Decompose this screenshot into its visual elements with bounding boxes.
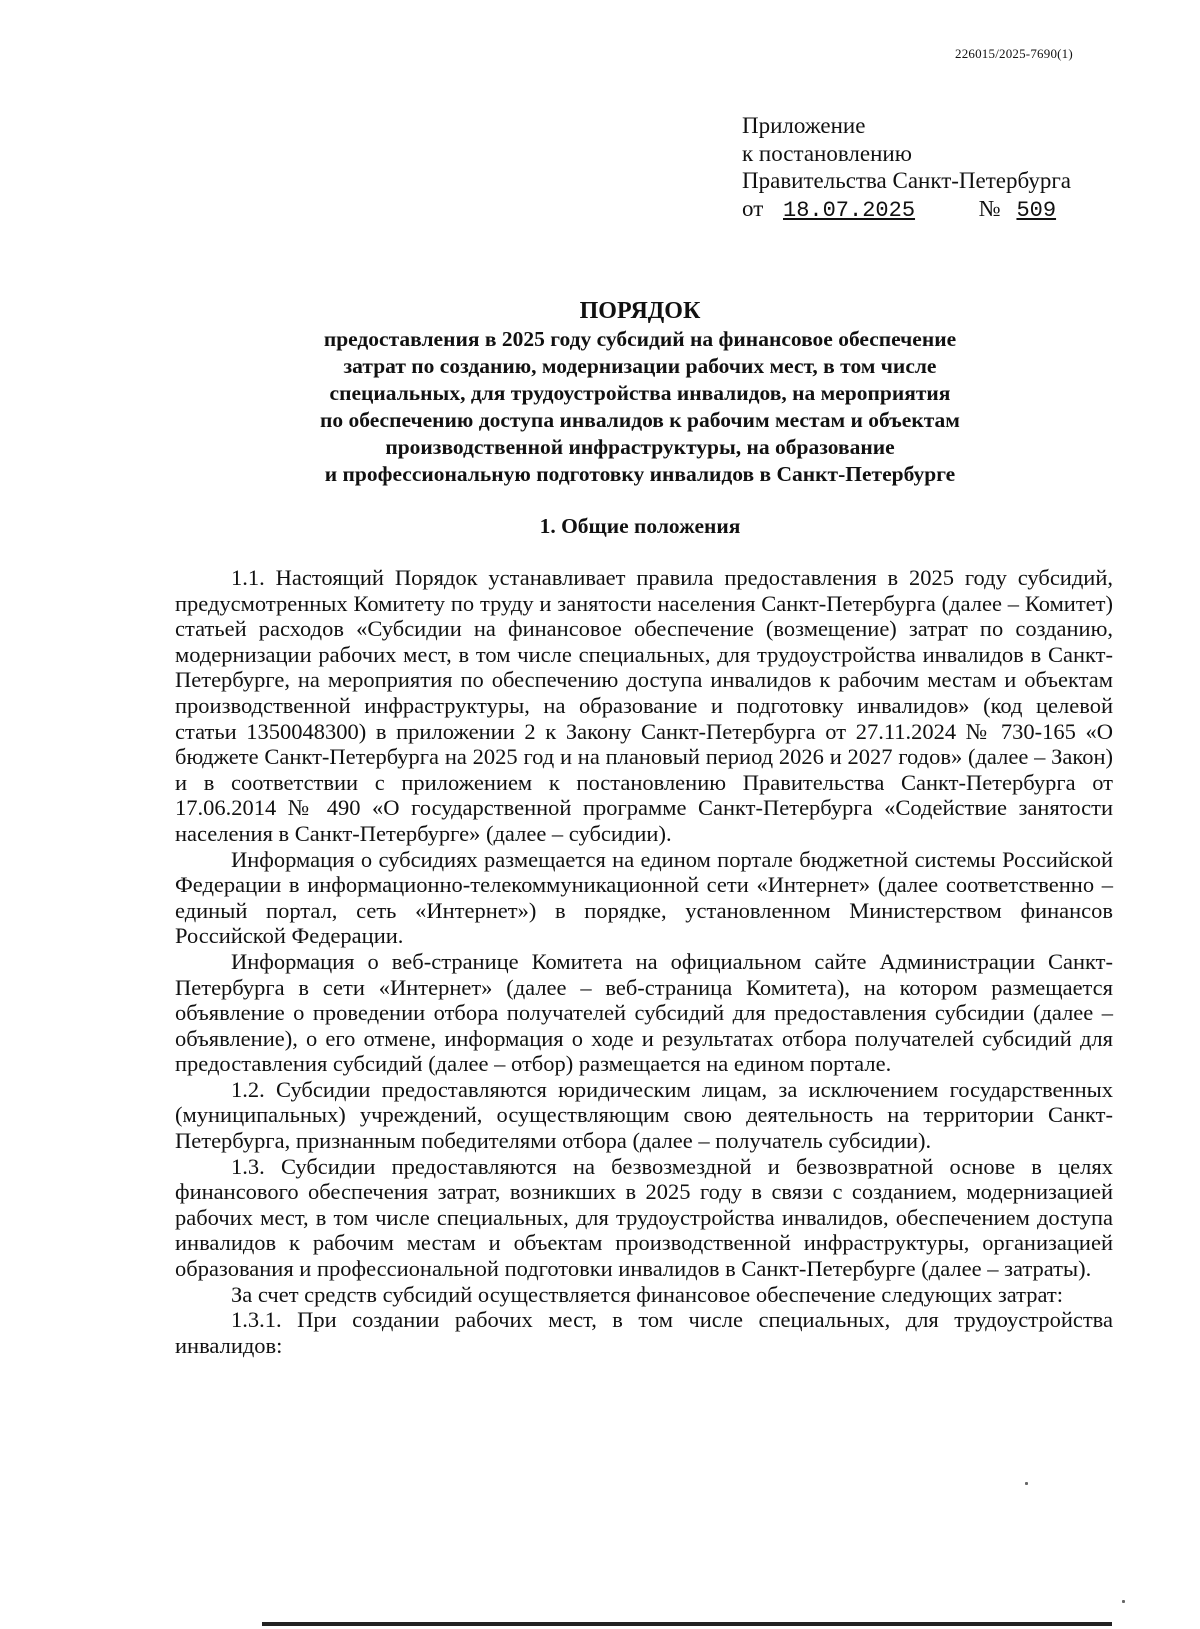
subtitle-line: предоставления в 2025 году субсидий на финансовое обеспечение: [323, 327, 957, 351]
document-registration-number: 226015/2025-7690(1): [955, 46, 1073, 61]
paragraph: Информация о субсидиях размещается на едином портале бюджетной системы Российской Федерации в информационно-телекоммуникационной сети «Интернет» (далее соответственно – единый портал, сеть «Интернет») в порядке, установленном Министерством финансов Российской Федерации.: [175, 846, 1113, 949]
appendix-date-line: [742, 195, 1096, 225]
appendix-line-1: Приложение: [742, 113, 866, 138]
subtitle-line: затрат по созданию, модернизации рабочих мест, в том числе: [343, 354, 937, 378]
scan-speck: [1025, 1482, 1028, 1485]
paragraph: 1.2. Субсидии предоставляются юридическим лицам, за исключением государственных (муниципальных) учреждений, осуществляющим свою деятельность на территории Санкт-Петербурга, признанным победителями отбора (далее – получатель субсидии).: [175, 1076, 1113, 1154]
paragraph: 1.3.1. При создании рабочих мест, в том числе специальных, для трудоустройства инвалидов:: [175, 1307, 1113, 1358]
paragraph: 1.1. Настоящий Порядок устанавливает правила предоставления в 2025 году субсидий, предусмотренных Комитету по труду и занятости населения Санкт-Петербурга (далее – Комитет) статьей расходов «Субсидии на финансовое обеспечение (возмещение) затрат по созданию, модернизации рабочих мест, в том числе специальных, для трудоустройства инвалидов в Санкт-Петербурге, на мероприятия по обеспечению доступа инвалидов к рабочим местам и объектам производственной инфраструктуры, на образование и подготовку инвалидов» (код целевой статьи 1350048300) в приложении 2 к Закону Санкт-Петербурга от 27.11.2024 № 730-165 «О бюджете Санкт-Петербурга на 2025 год и на плановый период 2026 и 2027 годов» (далее – Закон) и в соответствии с приложением к постановлению Правительства Санкт-Петербурга от 17.06.2014 № 490 «О государственной программе Санкт-Петербурга «Содействие занятости населения в Санкт-Петербурге» (далее – субсидии).: [175, 565, 1113, 846]
paragraph: 1.3. Субсидии предоставляются на безвозмездной и безвозвратной основе в целях финансового обеспечения затрат, возникших в 2025 году в связи с созданием, модернизацией рабочих мест, в том числе специальных, для трудоустройства инвалидов, обеспечением доступа инвалидов к рабочим местам и объектам производственной инфраструктуры, организацией образования и профессиональной подготовки инвалидов в Санкт-Петербурге (далее – затраты).: [175, 1153, 1113, 1282]
paragraph: Информация о веб-странице Комитета на официальном сайте Администрации Санкт-Петербурга в сети «Интернет» (далее – веб-страница Комитета), на котором размещается объявление о проведении отбора получателей субсидий для предоставления субсидии (далее – объявление), о его отмене, информация о ходе и результатах отбора получателей субсидий для предоставления субсидий (далее – отбор) размещается на едином портале.: [175, 948, 1113, 1077]
appendix-line-2: к постановлению: [742, 140, 912, 166]
resolution-date: 18.07.2025: [783, 197, 916, 223]
scan-speck: [1122, 1600, 1125, 1603]
date-prefix: от: [742, 195, 764, 221]
page-bottom-rule: [262, 1622, 1112, 1626]
subtitle-line: по обеспечению доступа инвалидов к рабочим местам и объектам: [320, 408, 960, 432]
subtitle-line: и профессиональную подготовку инвалидов в Санкт-Петербурге: [324, 462, 956, 486]
subtitle-line: специальных, для трудоустройства инвалидов, на мероприятия: [329, 381, 951, 405]
document-title: ПОРЯДОК: [579, 298, 701, 324]
section-body: [175, 565, 1113, 1358]
appendix-line-3: Правительства Санкт-Петербурга: [742, 168, 1071, 193]
paragraph: За счет средств субсидий осуществляется финансовое обеспечение следующих затрат:: [231, 1281, 1064, 1307]
document-subtitle: [170, 326, 1110, 488]
section-heading: 1. Общие положения: [539, 514, 741, 538]
resolution-number: 509: [1016, 197, 1057, 223]
number-sign: №: [978, 195, 1001, 221]
appendix-block: [742, 112, 1096, 224]
subtitle-line: производственной инфраструктуры, на образование: [385, 435, 895, 459]
